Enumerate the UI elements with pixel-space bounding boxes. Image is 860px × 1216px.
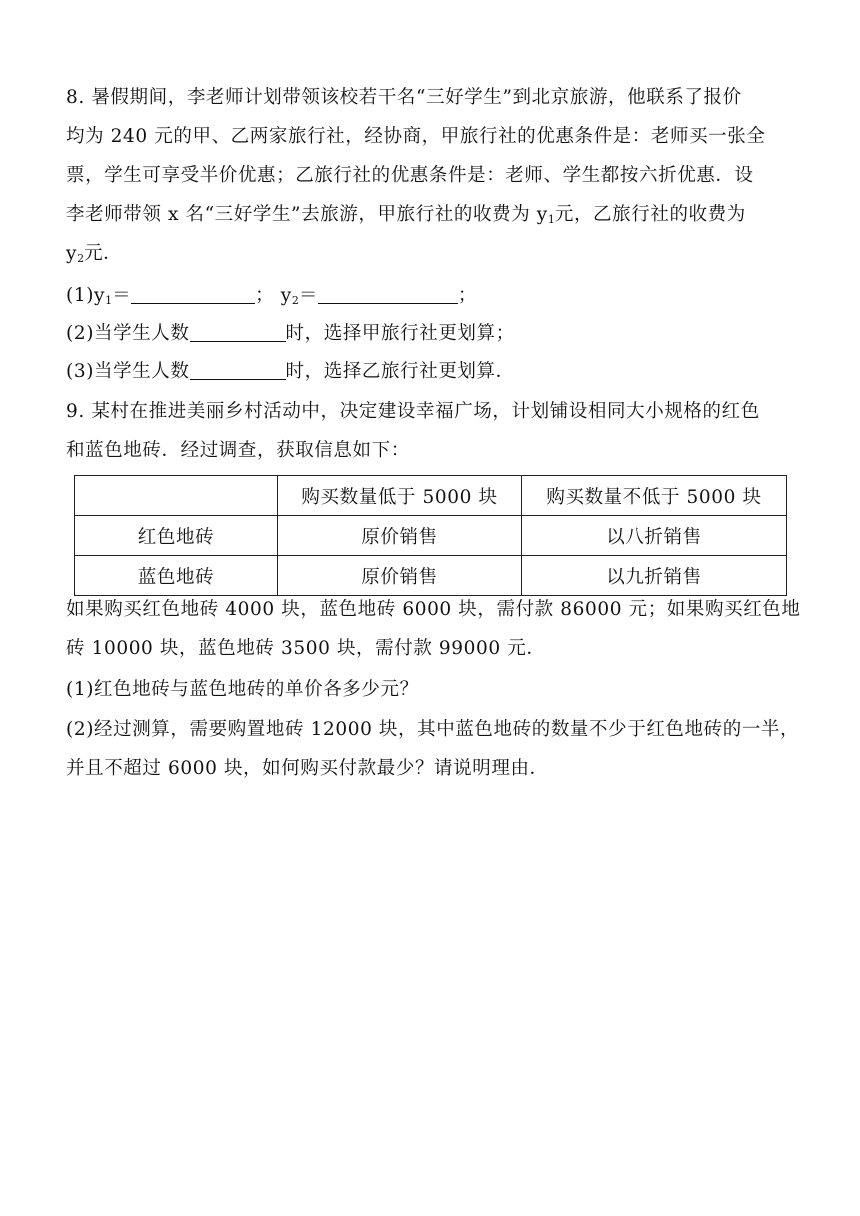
table-row	[75, 556, 787, 596]
q8-line-5-text-b: 元．	[84, 243, 123, 264]
q8-p3-text-a: (3)当学生人数	[66, 361, 190, 382]
answer-blank-y2[interactable]	[318, 285, 458, 304]
q9-part-1: (1)红色地砖与蓝色地砖的单价各多少元？	[66, 679, 419, 700]
q8-part-2	[66, 322, 515, 346]
table-cell: 以八折销售	[522, 516, 787, 556]
table-cell: 原价销售	[278, 516, 522, 556]
table-header-row	[75, 476, 787, 516]
q8-part-1	[66, 284, 477, 313]
q8-line-5	[66, 242, 122, 271]
q9-line-2: 和蓝色地砖．经过调查，获取信息如下：	[66, 440, 410, 461]
q8-line-1: 8. 暑假期间，李老师计划带领该校若干名“三好学生”到北京旅游，他联系了报价	[66, 87, 742, 108]
q8-p2-text-b: 时，选择甲旅行社更划算；	[285, 323, 515, 344]
q8-line-4-text-b: 元，乙旅行社的收费为	[554, 204, 746, 225]
q8-line-5-text-a: y	[66, 243, 78, 264]
q8-p1-equals-2: ＝	[298, 285, 318, 306]
table-header-cell: 购买数量低于 5000 块	[278, 476, 522, 516]
q8-p1-label: (1)y	[66, 285, 106, 306]
table-cell: 以九折销售	[522, 556, 787, 596]
q8-p3-text-b: 时，选择乙旅行社更划算．	[285, 361, 515, 382]
table-header-cell: 购买数量不低于 5000 块	[522, 476, 787, 516]
answer-blank-y1[interactable]	[131, 285, 255, 304]
subscript-1: 1	[547, 213, 555, 226]
subscript-1: 1	[105, 294, 113, 307]
subscript-2: 2	[291, 294, 299, 307]
answer-blank-p3[interactable]	[190, 361, 286, 380]
price-table	[74, 475, 787, 596]
table-header-cell	[75, 476, 278, 516]
q8-line-2: 均为 240 元的甲、乙两家旅行社，经协商，甲旅行社的优惠条件是：老师买一张全	[66, 126, 766, 147]
table-cell: 红色地砖	[75, 516, 278, 556]
q9-line-3: 如果购买红色地砖 4000 块，蓝色地砖 6000 块，需付款 86000 元；如果购买红色地	[66, 599, 801, 620]
q8-line-4	[66, 203, 746, 232]
q9-line-1: 9. 某村在推进美丽乡村活动中，决定建设幸福广场，计划铺设相同大小规格的红色	[66, 401, 760, 422]
q8-line-3: 票，学生可享受半价优惠；乙旅行社的优惠条件是：老师、学生都按六折优惠．设	[66, 165, 754, 186]
q9-line-4: 砖 10000 块，蓝色地砖 3500 块，需付款 99000 元．	[66, 638, 546, 659]
q8-p1-equals: ＝	[112, 285, 132, 306]
answer-blank-p2[interactable]	[190, 323, 286, 342]
q8-part-3	[66, 360, 515, 384]
q8-p1-sep: ； y	[255, 285, 292, 306]
q9-part-2-line-1: (2)经过测算，需要购置地砖 12000 块，其中蓝色地砖的数量不少于红色地砖的一半，	[66, 719, 800, 740]
subscript-2: 2	[77, 252, 85, 265]
q9-part-2-line-2: 并且不超过 6000 块，如何购买付款最少？请说明理由．	[66, 758, 549, 779]
table-cell: 蓝色地砖	[75, 556, 278, 596]
q8-line-4-text-a: 李老师带领 x 名“三好学生”去旅游，甲旅行社的收费为 y	[66, 204, 548, 225]
q8-p2-text-a: (2)当学生人数	[66, 323, 190, 344]
table-row	[75, 516, 787, 556]
table-cell: 原价销售	[278, 556, 522, 596]
q8-p1-end: ；	[457, 285, 478, 306]
